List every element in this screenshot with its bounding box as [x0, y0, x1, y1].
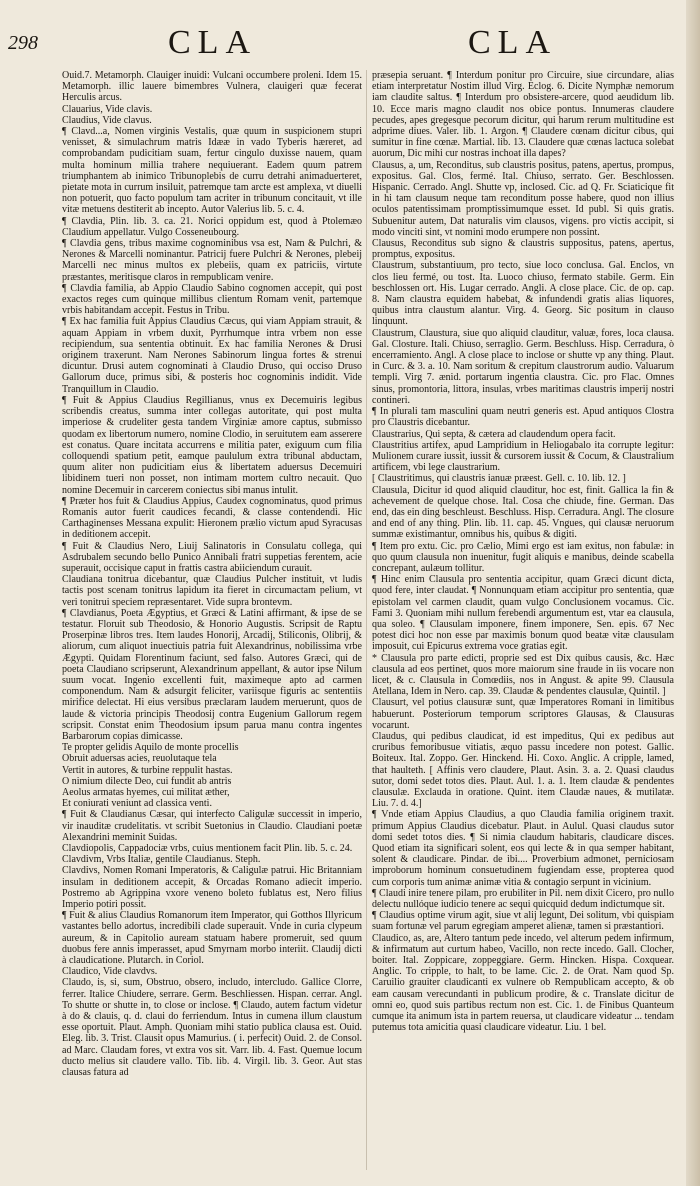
left-column-entry: Clavdiopolis, Cappadociæ vrbs, cuius mentionem facit Plin. lib. 5. c. 24.: [62, 843, 353, 855]
left-column-entry: Claudiana tonitrua dicebantur, quæ Claudius Pulcher instituit, vt ludis tactis post scenam tonitrus lapidum ita fieret in circumactam pelium, vt veri tonitrui speciem repræsentaret. Vide supra brontevm.: [62, 574, 362, 608]
left-column-entry: ¶ Fuit & alius Claudius Romanorum item Imperator, qui Gotthos Illyricum vastantes bello adortus, incredibili clade superauit. Vnde in curia clypeum aureum, & in Capitolio auream statuam habere promeruit, sed quum duobus fere annis imperasset, apud Smyrnam morbo interiit. Claudij dicti à claudicatione. Plutarch. in Coriol.: [62, 910, 362, 967]
left-column-entry: ¶ Præter hos fuit & Claudius Appius, Caudex cognominatus, quod primus Romanis autor fuerit caudices fecandi, & classe contendendi. Hic Carthaginenses Messana expulit: Hieronem prælio victum apud Syracusas in deditionem accepit.: [62, 495, 362, 541]
headword-right: CLA: [468, 24, 557, 61]
page-number: 298: [8, 32, 38, 54]
right-column-entry: ¶ Claudi inire tenere pilam, pro erubiliter in Pil. nem dixit Cicero, pro nullo delectu nullóque iudicio tenere ac sequi quicquid dedum indictumque sit.: [372, 887, 674, 911]
left-column-entry: Claudico, Vide clavdvs.: [62, 966, 158, 978]
left-column-entry: ¶ Fuit & Claudius Nero, Liuij Salinatoris in Consulatu collega, qui Asdrubalem secundo bello Punico Annibali fratri suppetias ferentem, acie superauit, occisique caput in frattis castra abiiciendum curauit.: [62, 540, 362, 574]
left-column-entry: Ouid.7. Metamorph. Clauiger inuidi: Vulcani occumbere proleni. Idem 15. Metamorph. illic lauere bimembres Vulnera, clauigeri quæ fecerat Herculis arcus.: [62, 70, 362, 104]
left-column-entry: ¶ Fuit & Appius Claudius Regillianus, vnus ex Decemuiris legibus scribendis creatus, summa inter collegas autoritate, qui post multa imperiose & crudeliter gesta tandem Virginiæ amore captus, submisso quodam ex libertorum numero, nomine Clodio, in seruitutem eam asserere est conatus. Quare incitata accurrens e militia pater, exiguum cum filia colloquendi spatium petit, eamque paululum extra tribunal abductam, quum aliter non pudicitiam eius & libertatem aduersus Decemuiri libidinem tueri non posset, non intimam mortem cultro necauit. Quo nomine Decemuir in carcerem coniectus sibi manus intulit.: [62, 394, 362, 496]
right-column-entry: [ Claustritimus, qui claustris ianuæ præest. Gell. c. 10. lib. 12. ]: [372, 473, 626, 485]
right-column-entry: Clausus, Reconditus sub signo & claustris suppositus, patens, apertus, promptus, expositus.: [372, 238, 674, 261]
left-column-entry: Vertit in autores, & turbine reppulit hastas.: [62, 764, 233, 776]
left-column-entry: O nimium dilecte Deo, cui fundit ab antris: [62, 775, 232, 787]
left-column-entry: ¶ Clavdia familia, ab Appio Claudio Sabino cognomen accepit, qui post exactos reges cum quinque millibus clientum Romam venit, partemque vrbis habitandam accepit. Festus in Tribu.: [62, 282, 362, 317]
left-column-entry: ¶ Clavdianus, Poeta Ægyptius, et Græci & Latini affirmant, & ipse de se testatur. Floruit sub Theodosio, & Honorio Augustis. Scripsit de Raptu Proserpinæ libros tres. Item laudes Honorij, Arcadij, Stiliconis, Olibrij, & aliorum, cum aliquot inuectiuis patria fuit Alexandrinus, nobilissima vrbe Ægypti. Quidam Florentinum faciunt, sed falso. Autores Græci, qui de poeta Claudiano scripserunt, Alexandrinum appellant, & autor ipse Nilum suum vocat. Ingenio excellenti fuit, maximeque apto ad carmen componendum. Nam & adsurgit feliciter, variisque figuris ac sententiis mirifice delectat. Hi eius versibus præclaram laudem meruerunt, quos de laude & victoria principis Theodosij contra Eugenium Gallorum regem scripsit. Constat enim Theodosium ipsum parua manu contra ingentes Barbarorum copias dimicasse.: [62, 607, 362, 742]
right-column-entry: ¶ Claudius optime virum agit, siue vt alij legunt, Dei solitum, vbi quispiam suam fortunæ vel parum egregiam amperet alienæ, tamen si præstantiori.: [372, 910, 674, 933]
right-column-entry: ¶ Item pro extu. Cic. pro Cælio, Mimi ergo est iam exitus, non fabulæ: in quo quum clausula non inuenitur, fugit aliquis e manibus, deinde scabella concrepant, aulæum tollitur.: [372, 540, 674, 574]
right-column-entry: ¶ In plurali tam masculini quam neutri generis est. Apud antiquos Clostra pro Claustris dicebantur.: [372, 406, 674, 429]
page-gutter-shadow: [686, 0, 700, 1186]
right-column-entry: Clausula, Dicitur id quod aliquid clauditur, hoc est, finit. Gallica la fin & achevement de quelque chose. Ital. Cosa che chiude, fine. German. Das end, das ein ding beschleust. Beschluss. Hisp. Cerradura. Angl. The closure and end of any thing. Plin. lib. 11. cap. 45. Vngues, qui clausæ neruorum summæ existimantur, omnibus his, quibus & digiti.: [372, 484, 674, 541]
right-column-entry: præsepia seruant. ¶ Interdum ponitur pro Circuire, siue circundare, alias etiam interpretatur Nostim illud Virg. Eclog. 6. Dicite Nymphæ nemorum iam claudite saltus. ¶ Interdum pro obsistere-arcere, quod aeudidum lib. 10. Ecce maris magno claudit nos obice pontus. Innumeras claudere pecudes, apes gregesque pecorum dicitur, qui harum rerum multitudine est adprime diues. Valer. lib. 1. Argon. ¶ Claudere cœnam dicitur cibus, qui sumitur in fine cœnæ. Martial. lib. 13. Claudere quæ cœnas lactuca solebat auorum, Dic mihi cur nostras inchoat illa dapes?: [372, 70, 674, 160]
left-column-entry: Obruit aduersas acies, reuolutaque tela: [62, 753, 217, 765]
left-column-entry: ¶ Fuit & Claudianus Cæsar, qui interfecto Caligulæ successit in imperio, vir inauditæ crudelitatis. vt scribit Suetonius in Claudio. Claudiani poetæ Alexandrini meminit Suidas.: [62, 809, 362, 843]
right-column-entry: ¶ Hinc enim Clausula pro sententia accipitur, quam Græci dicunt dicta, quod fere, inter claudat. ¶ Nonnunquam etiam accipitur pro sententia, quæ epistolam vel carmen claudit, quam vulgo Conclusionem vocamus. Cic. Fami 3. Quoniam mihi nullum ferebendi argumentum est, vtar ea clausula, qua soleo. ¶ Clausulam imponere, finem imponere, Sen. epis. 67 Nec potest dici hoc non esse par maximis bonum quod beatæ vitæ clausulam imposuit, cui Epicurus extrema voce gratias egit.: [372, 574, 674, 653]
left-column-entry: ¶ Ex hac familia fuit Appius Claudius Cæcus, qui viam Appiam strauit, & aquam Appiam in vrbem duxit, Pyrrhumque intra vrbem non esse recipiendum, sua sententia obtinuit. Ex hac familia Nerones & Drusi originem traxerunt. Nam Nerones Sabinorum lingua fortes & strenui dicuntur. Drusi autem cognominati à Claudio Druso, qui occiso Druso Gallorum duce, primus sibi, & posteris hoc cognominis indidit. Vide Tranquillum in Claudio.: [62, 316, 362, 395]
right-column-entry: * Clausula pro parte edicti, proprie sed est Dix quibus causis, &c. Hæc clausula ad eos pertinet, quos more maiorum sine fraude in iis vocare non licet, & c. Clausula in Comœdiis, nos in Angust. & apite 99. Clausula Atellana, Idem in Nero. cap. 39. Claudæ & pendentes clausulæ, Quintil. ]: [372, 652, 674, 698]
right-column-entry: Claustritius artifex, apud Lampridium in Heliogabalo ita corrupte legitur: Mulionem curare iussit, iussit & cursorem iussit & Cocum, & Claustralium artificem, vbi lege claustrarium.: [372, 439, 674, 474]
right-column-entry: Clausus, a, um, Reconditus, sub claustris positus, patens, apertus, prompus, expositus. Gal. Clos, fermé. Ital. Chiuso, serrato. Ger. Beschlossen. Hispanic. Cerrado. Angl. Shutte vp, inclosed. Cic. ad Q. Fr. Sciaticique fit in hi tam clausum neque tam reconditum posse habere, quod non illius oculos patentissimam promptissimumque esset. Id publ. Si quis gratis. Subuenitur autem, Dat naturalis vim clausos, vigens. pro victis accipit, si modo vinciti sint, vt nomini modo erumpere non possint.: [372, 159, 674, 238]
left-column-entry: Clauarius, Vide clavis.: [62, 103, 153, 115]
headword-left: CLA: [168, 24, 257, 61]
left-column-entry: ¶ Clavdia gens, tribus maxime cognominibus vsa est, Nam & Pulchri, & Nerones & Marcelli nominantur. Patricij fuere Pulchri & Nerones, plebeij Marcelli nec minus multos ex plebeiis, quam ex patriciis, virtute præstantes, meritisque claros in rempublicam venire.: [62, 238, 362, 283]
right-column-entry: Claustrum, substantiuum, pro tecto, siue loco conclusa. Gal. Enclos, vn clos lieu fermé, ou tost. Ita. Luoco chiuso, fermato stabile. Germ. Ein beschlossen ort. His. Lugar cerrado. Angli. A close place. Cic. de op. cap. 8. Nam claustra equidem habebat, & infundendi gratis alias liquores, quibus intra claustum alantur. Virg. 4. Georg. Sic positum in clauso linquunt.: [372, 260, 674, 328]
left-column-entry: Et coniurati veniunt ad classica venti.: [62, 798, 212, 810]
left-column-entry: Claudius, Vide clavus.: [62, 114, 152, 126]
column-separator: [366, 70, 367, 1170]
right-column-entry: ¶ Vnde etiam Appius Claudius, a quo Claudia familia originem traxit. primum Appius Claudius dicebatur. Plaut. in Aulul. Quasi claudus sutor domi sedet totos dies. ¶ Si nimia claudum habitaris, claudicare disces. Quod etiam ita significari solent, eos qui lecte & in qua semper habitant, solent & claudicare. Pindar. de ibi.... Proverbium admonet, perniciosam improborum hominum consuetudinem fugiendam esse, propterea quod cum corporis tum animæ animæ vitia & contagio serpunt in vicinium.: [372, 809, 674, 888]
right-column-entry: Claustrarius, Qui septa, & cætera ad claudendum opera facit.: [372, 428, 616, 440]
running-header: [0, 18, 700, 70]
left-column-entry: Claudo, is, si, sum, Obstruo, obsero, includo, intercludo. Gallice Clorre, ferrer. Italice Chiudere, serrare. Germ. Beschliessen. Hispan. cerrar. Angl. To shutte or shutte in, to close or inclose. ¶ Claudo, autem factum videtur à do & clauis, q. d. claui do ferriendum. Intus in cumena illum claustum esse oportuit. Plaut. Amph. Quoniam mihi statio publica clausa est. Ouid. Eleg. lib. 3. Trist. Clausit opus Mamurius. ( i. perfecit) Ouid. 2. de Consol. ad Marc. Claudam fores, vt extra vos sit. Varr. lib. 4. Fast. Quemue locum ducto melius sit claudere vallo. Tib. lib. 4. Virgil. lib. 3. Geor. Aut stas clausas fatura ad: [62, 977, 362, 1079]
left-column-entry: ¶ Clavdia, Plin. lib. 3. ca. 21. Norici oppidum est, quod à Ptolemæo Claudium appellatur. Vulgo Cosseneubourg.: [62, 215, 362, 238]
right-column-entry: Claustrum, Claustura, siue quo aliquid clauditur, valuæ, fores, loca clausa. Gal. Closture. Itali. Chiuso, serraglio. Germ. Beschluss. Hisp. Cerradura, ò encerramiento. Angl. A close place to inclose or shutte vp any thing. Plaut. in Curc. & 3. a. 10. Nam soritum & crepitum claustrorum audio. Valuarum templi. Virg 7. ænid. portarum ingentia claustra. Cic. pro Flac. Omnes sinus, promontoria, littora, insulas, vrbes maritimas claustris imperij nostri contineri.: [372, 327, 674, 406]
right-column-entry: Claudus, qui pedibus claudicat, id est impeditus, Qui ex pedibus aut cruribus femoribusue vitiatis, æquo passu incedere non potest. Gallic. Boiteux. Ital. Zoppo. Ger. Hinckend. Hi. Coxo. Anglic. A cripple, lamed, that haulteth. [ Affinis vero claudere, Plaut. Asin. 3. a. 2. Quasi claudus sutor, domi sedet totos dies. Plaut. Aul. 1. a. 1. Item claudæ & pendentes clausulæ. Exclauda in oratione. Quint. item Claudæ naues, & mutilatæ. Liu. 7. d. 4.]: [372, 730, 674, 810]
left-column: [62, 70, 362, 1170]
left-column-entry: Clavdivs, Nomen Romani Imperatoris, & Caligulæ patrui. Hic Britanniam insulam in deditionem accepit, & Orcadas Romano adiecit imperio. Postremo ab Agrippina vxore veneno boleto fublatus est, Nero filius Imperio potiri possit.: [62, 865, 362, 911]
left-column-entry: ¶ Clavd...a, Nomen virginis Vestalis, quæ quum in suspicionem stupri venisset, & simulachrum matris Idææ in vado Tyberis hæreret, ad comprobandam pudicitiam suam, fertur cingulo duxisse nauem, quam multa hominum millia trahere nequiuerant. Eadem quum patrem triumphantem ab inimico Tribunoplebis de curru detrahi animaduerteret, pietate mota in currum insiluit, patremque tam arcte est amplexa, vt diuelli non potuerit, quo facto populum tam acriter in tribunum concitauit, vt ille vitæ metuens destiterit ab incepto. Autor Valerius lib. 5. c. 4.: [62, 126, 362, 216]
left-column-entry: Aeolus armatas hyemes, cui militat æther,: [62, 787, 230, 798]
right-column-entry: Clausurt, vel potius clausuræ sunt, quæ Imperatores Romani in limitibus habuerunt. Posteriorum temporum scriptores Glausas, & Clausuras vocarunt.: [372, 697, 674, 731]
left-column-entry: Te propter gelidis Aquilo de monte procellis: [62, 742, 239, 754]
left-column-entry: Clavdivm, Vrbs Italiæ, gentile Claudianus. Steph.: [62, 854, 261, 866]
right-column: [372, 70, 674, 1170]
right-column-entry: Claudico, as, are, Altero tantum pede incedo, vel alterum pedem infirmum, & infirmatum aut curtum habeo, Vacillo, non recte incedo. Gall. Clocher, boiter. Ital. Zoppicare, zoppeggiare. Germ. Hincken. Hispa. Coxquear. Anglic. To cripple, to halt, to be lame. Cic. 2. de Orat. Nam quod Sp. Caruilio grauiter claudicanti ex vulnere ob Rempublicam accepto, & ob eam causam verecundanti in publicum prodire, & c. Translate dicitur de omni eo, quod suis partibus rectum non est. Cic. 1. de Finibus Quanteum cumque ita animum ista in partem reuersa, ut claudicare videatur ... tendam putemus tota amicitia quasi claudicare videatur. Liu. 1 bel.: [372, 932, 674, 1034]
